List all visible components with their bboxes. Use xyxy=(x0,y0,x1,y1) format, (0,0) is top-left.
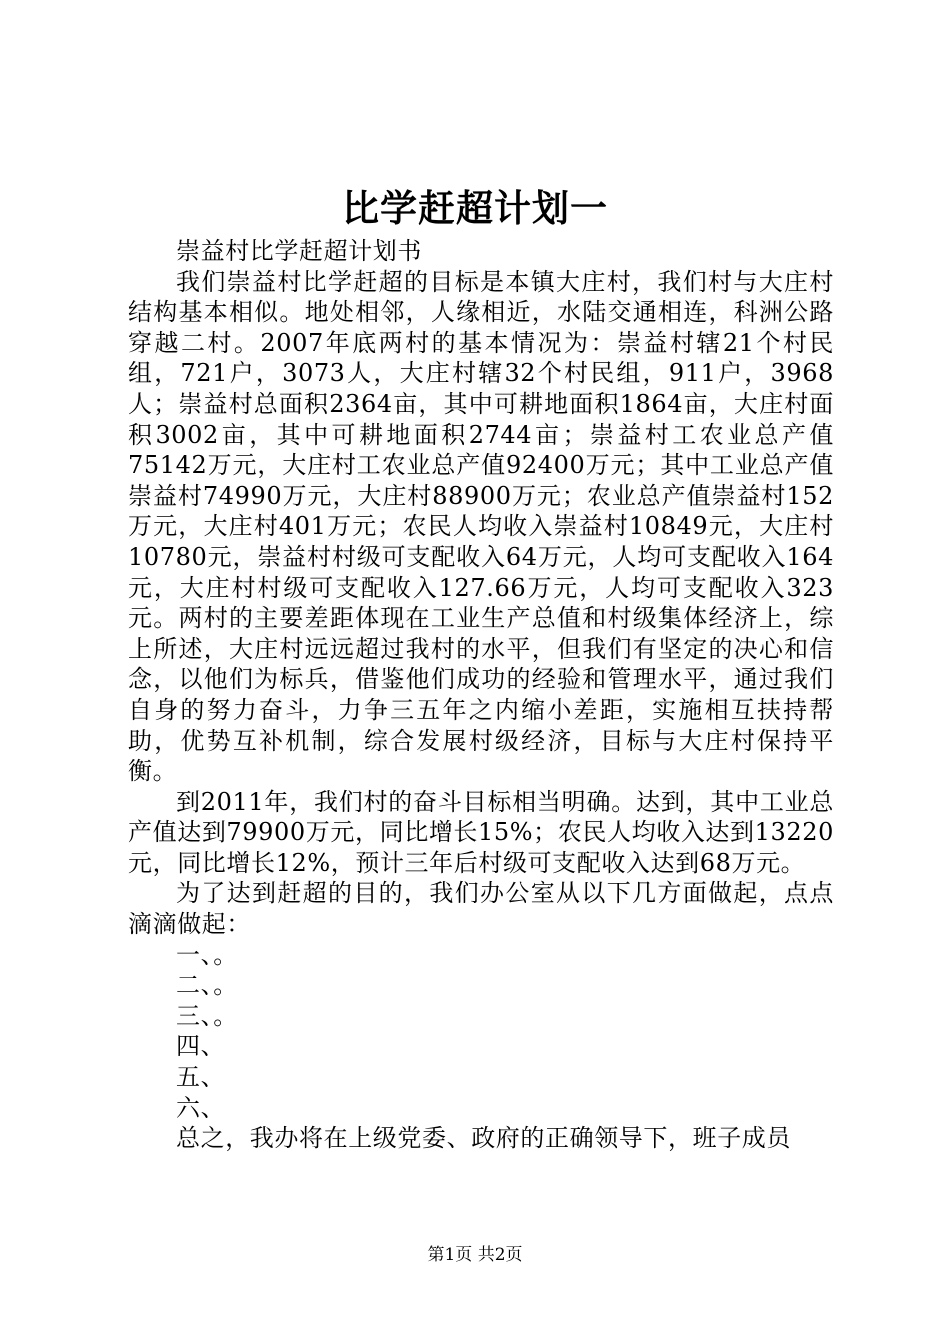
paragraph-conclusion: 总之，我办将在上级党委、政府的正确领导下，班子成员 xyxy=(176,1124,791,1153)
list-item-1: 一、。 xyxy=(176,940,238,969)
subtitle-line: 崇益村比学赶超计划书 xyxy=(176,237,422,265)
document-title: 比学赶超计划一 xyxy=(342,186,608,230)
paragraph-approach: 为了达到赶超的目的，我们办公室从以下几方面做起，点点滴滴做起： xyxy=(128,879,834,939)
list-item-2: 二、。 xyxy=(176,971,238,1000)
paragraph-goals-2011: 到2011年，我们村的奋斗目标相当明确。达到，其中工业总产值达到79900万元，同比增长15%；农民人均收入达到13220元，同比增长12%，预计三年后村级可支配收入达到68万元。 xyxy=(128,787,834,877)
page-number-footer: 第1页 共2页 xyxy=(427,1245,523,1265)
list-item-4: 四、 xyxy=(176,1032,226,1061)
list-item-3: 三、。 xyxy=(176,1001,238,1030)
document-body xyxy=(128,236,834,1154)
list-item-5: 五、 xyxy=(176,1063,226,1092)
paragraph-basic-situation: 我们崇益村比学赶超的目标是本镇大庄村，我们村与大庄村结构基本相似。地处相邻，人缘相近，水陆交通相连，科洲公路穿越二村。2007年底两村的基本情况为：崇益村辖21个村民组，721户，3073人，大庄村辖32个村民组，911户，3968人；崇益村总面积2364亩，其中可耕地面积1864亩，大庄村面积3002亩，其中可耕地面积2744亩；崇益村工农业总产值75142万元，大庄村工农业总产值92400万元；其中工业总产值崇益村74990万元，大庄村88900万元；农业总产值崇益村152万元，大庄村401万元；农民人均收入崇益村10849元，大庄村10780元，崇益村村级可支配收入64万元，人均可支配收入164元，大庄村村级可支配收入127.66万元，人均可支配收入323元。两村的主要差距体现在工业生产总值和村级集体经济上，综上所述，大庄村远远超过我村的水平，但我们有坚定的决心和信念，以他们为标兵，借鉴他们成功的经验和管理水平，通过我们自身的努力奋斗，力争三五年之内缩小差距，实施相互扶持帮助，优势互补机制，综合发展村级经济，目标与大庄村保持平衡。 xyxy=(128,267,834,786)
list-item-6: 六、 xyxy=(176,1093,226,1122)
